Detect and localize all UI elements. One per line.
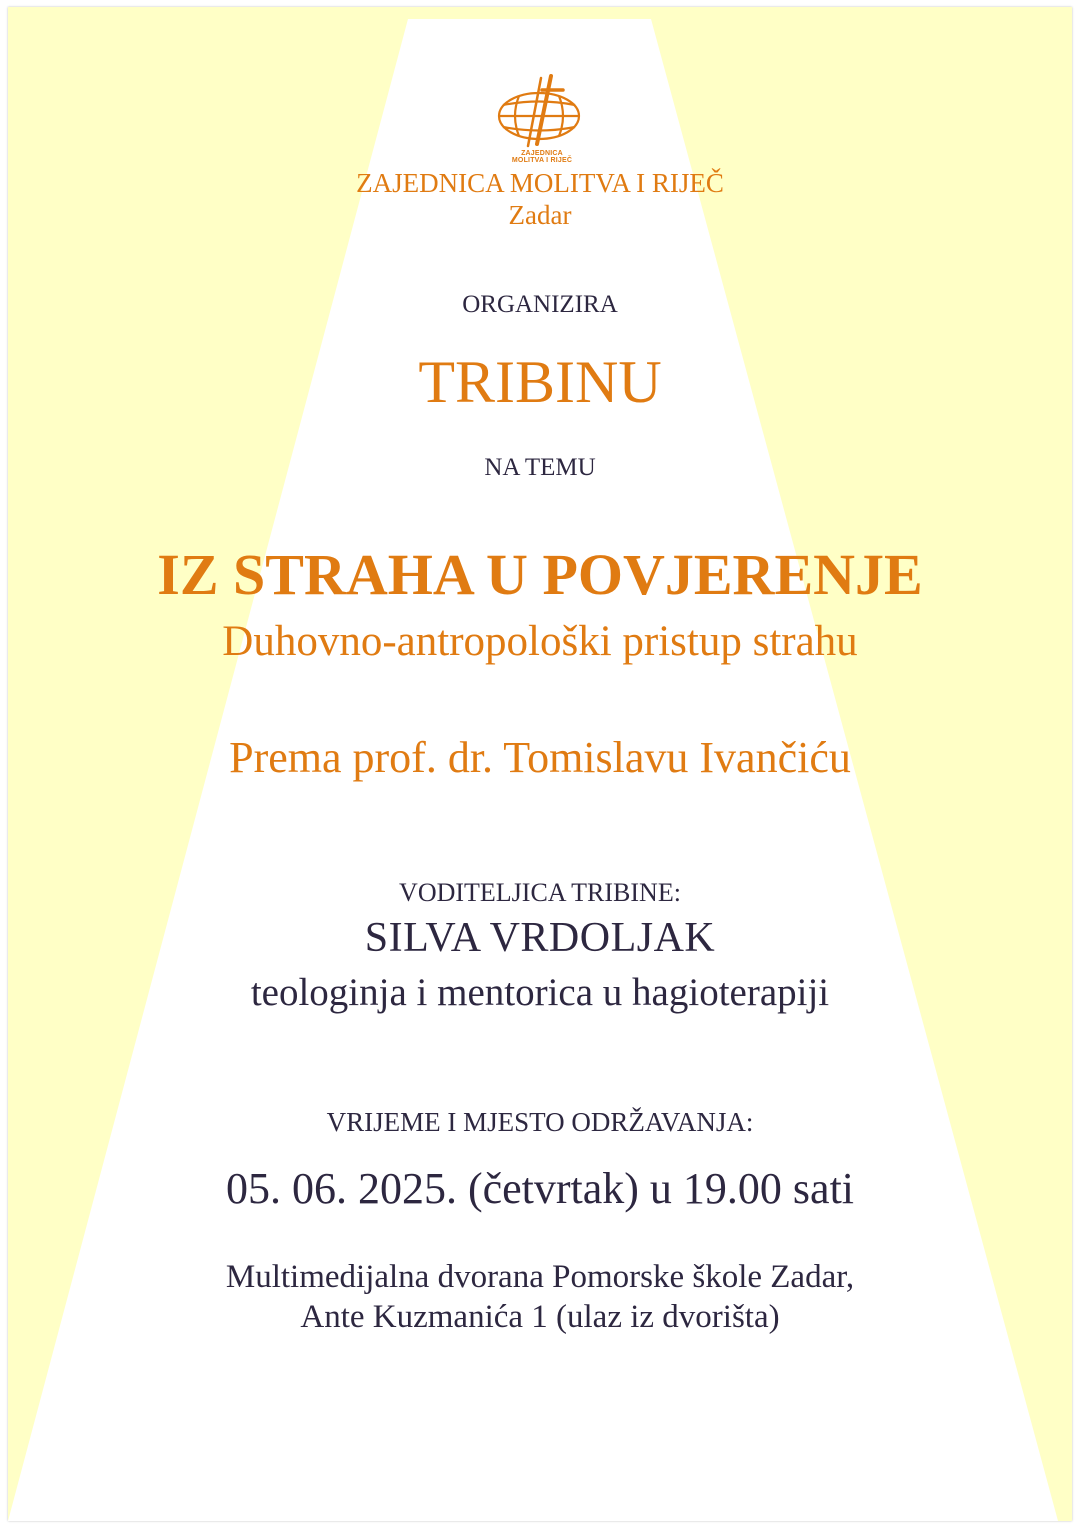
on-topic-label: NA TEMU (484, 454, 596, 481)
organizes-label: ORGANIZIRA (462, 291, 618, 318)
host-label: VODITELJICA TRIBINE: (399, 878, 681, 907)
based-on-line: Prema prof. dr. Tomislavu Ivančiću (229, 733, 851, 782)
event-datetime: 05. 06. 2025. (četvrtak) u 19.00 sati (225, 1164, 855, 1213)
topic-subtitle: Duhovno-antropološki pristup strahu (222, 618, 858, 665)
organizer-city: Zadar (508, 200, 572, 230)
event-type-heading: TRIBINU (418, 349, 662, 415)
host-role: teologinja i mentorica u hagioterapiji (250, 971, 830, 1014)
logo-text-line2: MOLITVA I RIJEČ (511, 157, 573, 164)
organizer-name: ZAJEDNICA MOLITVA I RIJEČ (356, 168, 724, 198)
logo-text-line1: ZAJEDNICA (521, 150, 563, 157)
venue-line-2: Ante Kuzmanića 1 (ulaz iz dvorišta) (300, 1299, 780, 1335)
schedule-label: VRIJEME I MJESTO ODRŽAVANJA: (326, 1107, 754, 1137)
topic-title: IZ STRAHA U POVJERENJE (157, 542, 923, 607)
venue-line-1: Multimedijalna dvorana Pomorske škole Zadar, (225, 1259, 855, 1295)
host-name: SILVA VRDOLJAK (364, 915, 716, 961)
